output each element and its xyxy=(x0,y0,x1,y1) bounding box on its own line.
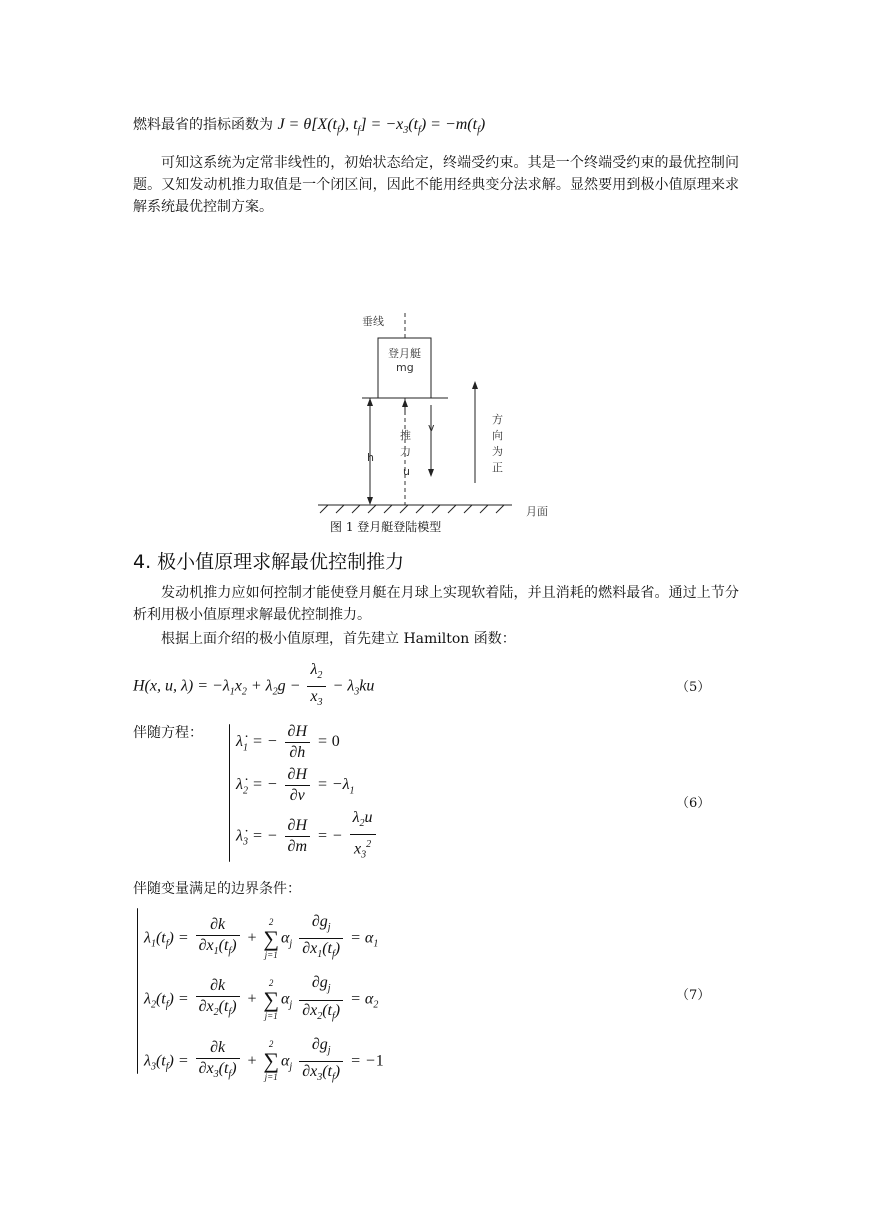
surface-label: 月面 xyxy=(526,505,548,518)
velocity-label: v xyxy=(428,421,435,434)
eq5-number: （5） xyxy=(676,680,711,695)
thrust-symbol: u xyxy=(403,465,410,478)
height-label: h xyxy=(367,451,374,464)
thrust-label-1: 推 xyxy=(400,429,411,442)
direction-label-1: 方 xyxy=(492,413,503,426)
craft-weight-label: mg xyxy=(396,361,414,374)
section-paragraph-1: 发动机推力应如何控制才能使登月艇在月球上实现软着陆，并且消耗的燃料最省。通过上节分析利用极小值原理求解最优控制推力。 xyxy=(133,585,739,623)
costate-label: 伴随方程： xyxy=(133,725,203,741)
vertical-line-label: 垂线 xyxy=(362,315,384,328)
thrust-label-2: 力 xyxy=(400,445,411,458)
costate-equations: $\lambdȧ_1$ = − $\frac{\partial H}{\partial h}$ = 0 $\lambdȧ_2$ = − $\frac{\partial H}{\partial v}$ = $-\lambda_1$ $\lambdȧ_3$ = − $\frac{\partial H}{\partial m}$ = − $\frac{\lambda_2u}{x_3^2}$ xyxy=(236,722,379,866)
direction-label-2: 向 xyxy=(492,429,503,442)
lander-diagram xyxy=(300,305,570,520)
direction-label-4: 正 xyxy=(492,461,503,474)
intro-paragraph: 可知这系统为定常非线性的，初始状态给定，终端受约束。其是一个终端受约束的最优控制问题。又知发动机推力取值是一个闭区间，因此不能用经典变分法求解。显然要用到极小值原理来求解系统最优控制方案。 xyxy=(133,155,739,215)
intro-prefix: 燃料最省的指标函数为 xyxy=(133,117,273,133)
eq7-number: （7） xyxy=(676,988,711,1003)
eq6-number: （6） xyxy=(676,796,711,811)
hamilton-equation: H(x, u, $\lambda) = -\lambda_1x_2 + \lambda_2g$ − $\frac{\lambda_2}{x_3}$ − $\lambda_3ku$ xyxy=(133,661,375,709)
costate-brace xyxy=(229,724,230,862)
lander-figure xyxy=(300,305,570,535)
boundary-equations: $\lambda_1(t_f)$ = $\frac{\partial k}{\partial x_1(t_f)}$ + 2 ∑ j=1 $\alpha_j$ $\frac{\partial g_j}{\partial x_1(t_f)}$ = $\alpha_1$ $\lambda_2(t_f)$ = $\frac{\partial k}{\partial x_2(t_f)}$ + 2 ∑ j=1 $\alpha_j$ $\frac{\partial g_j}{\partial x_2(t_f)}$ = $\alpha_2$ $\lambda_3(t_f)$ = $\frac{\partial k}{\partial x_3(t_f)}$ + 2 ∑ j=1 $\alpha_j$ $\frac{\partial g_j}{\partial x_3(t_f)}$ = −1 xyxy=(144,913,384,1084)
direction-label-3: 为 xyxy=(492,445,503,458)
objective-formula: $J = \theta[X(t_f)$, $t_f] = -x_3(t_f) = -m(t_f)$ xyxy=(277,116,486,137)
figure-caption: 图 1 登月艇登陆模型 xyxy=(330,520,442,534)
boundary-label: 伴随变量满足的边界条件： xyxy=(133,881,301,897)
section-heading: 4. 极小值原理求解最优控制推力 xyxy=(133,551,405,573)
boundary-brace xyxy=(137,908,138,1074)
section-paragraph-2: 根据上面介绍的极小值原理，首先建立 Hamilton 函数： xyxy=(161,631,516,647)
craft-label: 登月艇 xyxy=(388,347,421,360)
intro-line xyxy=(133,114,485,142)
